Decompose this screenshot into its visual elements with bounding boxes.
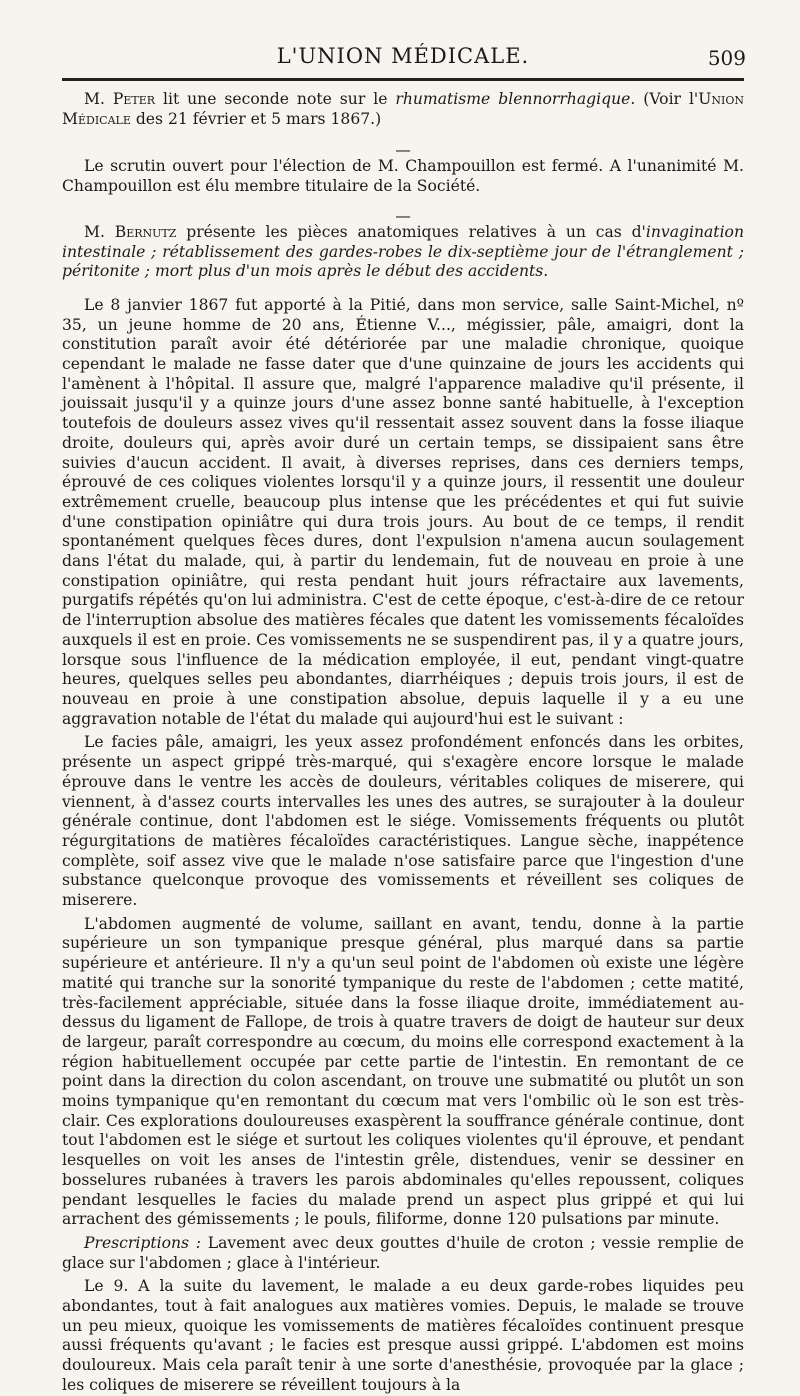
paragraph-prescriptions: Prescriptions : Lavement avec deux gouttes d'huile de croton ; vessie remplie de glace sur l'abdomen ; glace à l'intérieur.: [62, 1233, 744, 1272]
paragraph-day-9: Le 9. A la suite du lavement, le malade a eu deux garde-robes liquides peu abondantes, tout à fait analogues aux matières vomies. Depuis, le malade se trouve un peu mieux, quoique les vomissements de matières fécaloïdes continuent presque aussi fréquents qu'avant ; le facies est presque aussi grippé. L'abdomen est moins douloureux. Mais cela paraît tenir à une sorte d'anesthésie, provoquée par la glace ; les coliques de miserere se réveillent toujours à la: [62, 1277, 744, 1394]
paragraph-abdomen: L'abdomen augmenté de volume, saillant en avant, tendu, donne à la partie supérieure un son tympanique presque général, plus marqué dans sa partie supérieure et antérieure. Il n'y a qu'un seul point de l'abdomen où existe une légère matité qui tranche sur la sonorité tympanique du reste de l'abdomen ; cette matité, très-facilement appréciable, située dans la fosse iliaque droite, immédiatement au-dessus du ligament de Fallope, de trois à quatre travers de doigt de hauteur sur deux de largeur, paraît correspondre au cœcum, du moins elle correspond exactement à la région habituellement occupée par cette partie de l'intestin. En remontant de ce point dans la direction du colon ascendant, on trouve une submatité ou plutôt un son moins tympanique qu'en remontant du cœcum mat vers l'ombilic où le son est très-clair. Ces explorations douloureuses exaspèrent la souffrance générale continue, dont tout l'abdomen est le siége et surtout les coliques violentes qu'il éprouve, et pendant lesquelles on voit les anses de l'intestin grêle, distendues, venir se dessiner en bosselures rubanées à travers les parois abdominales qu'elles repoussent, coliques pendant lesquelles le facies du malade prend un aspect plus grippé et qui lui arrachent des gémissements ; le pouls, filiforme, donne 120 pulsations par minute.: [62, 914, 744, 1229]
author-name: Bernutz: [114, 222, 177, 241]
paragraph-case-history: Le 8 janvier 1867 fut apporté à la Pitié, dans mon service, salle Saint-Michel, nº 35, un jeune homme de 20 ans, Étienne V..., mégissier, pâle, amaigri, dont la constitution paraît avoir été détériorée par une maladie chronique, quoique cependant le malade ne fasse dater que d'une quinzaine de jours les accidents qui l'amènent à l'hôpital. Il assure que, malgré l'apparence maladive qu'il présente, il jouissait jusqu'il y a quinze jours d'une assez bonne santé habituelle, à l'exception toutefois de douleurs assez vives qu'il ressentait assez souvent dans la fosse iliaque droite, douleurs qui, après avoir duré un certain temps, se dissipaient sans être suivies d'aucun accident. Il avait, à diverses reprises, dans ces derniers temps, éprouvé de ces coliques violentes lorsqu'il y a quinze jours, il ressentit une douleur extrêmement cruelle, beaucoup plus intense que les précédentes et qui fut suivie d'une constipation opiniâtre qui dura trois jours. Au bout de ce temps, il rendit spontanément quelques fèces dures, dont l'expulsion n'amena aucun soulagement dans l'état du malade, qui, à partir du lendemain, fut de nouveau en proie à une constipation opiniâtre, qui resta pendant huit jours réfractaire aux lavements, purgatifs répétés qu'on lui administra. C'est de cette époque, c'est-à-dire de ce retour de l'interruption absolue des matières fécales que datent les vomissements fécaloïdes auxquels il est en proie. Ces vomissements ne se suspendirent pas, il y a quatre jours, lorsque sous l'influence de la médication employée, il eut, pendant vingt-quatre heures, quelques selles peu abondantes, diarrhéiques ; depuis trois jours, il est de nouveau en proie à une constipation absolue, depuis laquelle il y a eu une aggravation notable de l'état du malade qui aujourd'hui est le suivant :: [62, 295, 744, 728]
case-title: invagination intestinale ; rétablissement des gardes-robes le dix-septième jour de l'étranglement ; péritonite ; mort plus d'un mois après le début des accidents.: [62, 222, 744, 281]
article-body: [62, 90, 744, 1396]
page-number: 509: [707, 46, 746, 70]
journal-title: L'UNION MÉDICALE.: [276, 44, 530, 68]
header-rule: [62, 78, 744, 81]
paragraph-election: Le scrutin ouvert pour l'élection de M. Champouillon est fermé. A l'unanimité M. Champouillon est élu membre titulaire de la Société.: [62, 157, 744, 196]
section-dash: —: [395, 206, 411, 225]
journal-reference: Union Médicale: [62, 90, 744, 128]
section-dash: —: [395, 141, 411, 160]
spacer: [62, 282, 744, 296]
author-name: Peter: [112, 90, 156, 108]
paragraph-facies: Le facies pâle, amaigri, les yeux assez profondément enfoncés dans les orbites, présente un aspect grippé très-marqué, qui s'exagère encore lorsque le malade éprouve dans le ventre les accès de douleurs, véritables coliques de miserere, qui viennent, à d'assez courts intervalles les unes des autres, se surajouter à la douleur générale continue, dont l'abdomen est le siége. Vomissements fréquents ou plutôt régurgitations de matières fécaloïdes caractéristiques. Langue sèche, inappétence complète, soif assez vive que le malade n'ose satisfaire parce que l'ingestion d'une substance quelconque provoque des vomissements et réveillent ses coliques de miserere.: [62, 733, 744, 910]
topic-title: rhumatisme blennorrhagique.: [395, 90, 636, 108]
paragraph-bernutz-case: M. Bernutz présente les pièces anatomiques relatives à un cas d'invagination intestinale ; rétablissement des gardes-robes le dix-septième jour de l'étranglement ; péritonite ; mort plus d'un mois après le début des accidents.: [62, 222, 744, 281]
prescriptions-label: Prescriptions :: [84, 1233, 202, 1252]
paragraph-peter-note: M. Peter lit une seconde note sur le rhumatisme blennorrhagique. (Voir l'Union Médicale des 21 février et 5 mars 1867.): [62, 90, 744, 128]
running-header: [62, 0, 744, 76]
